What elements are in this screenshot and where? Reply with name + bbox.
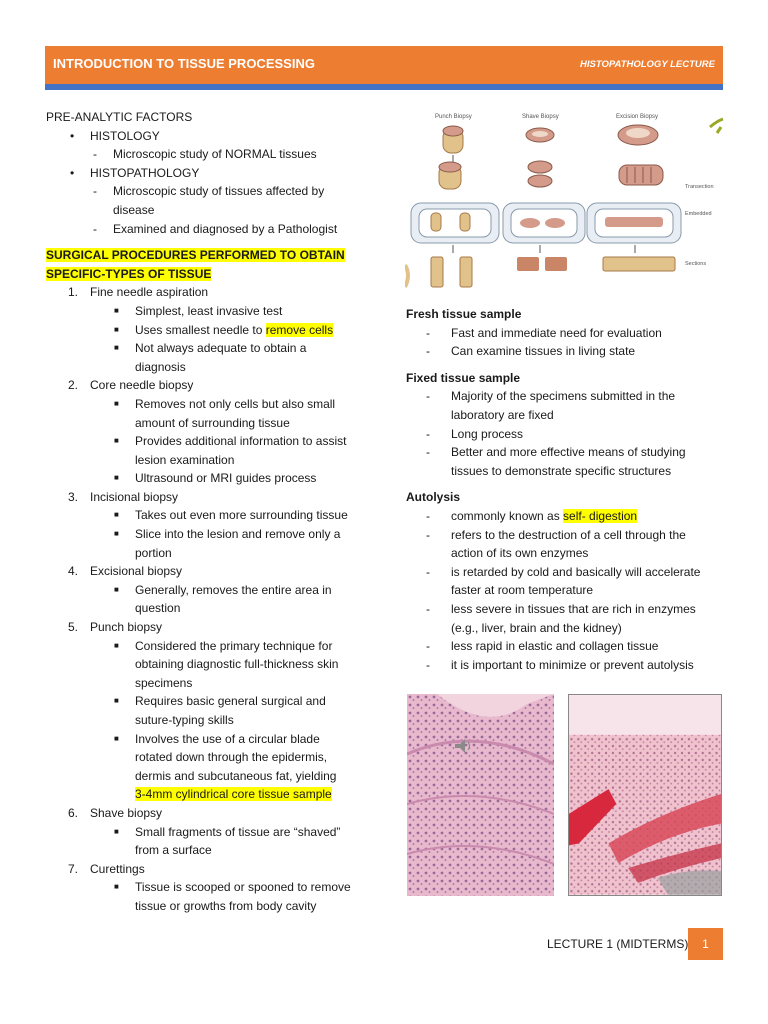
list-item: ■ Requires basic general surgical and xyxy=(114,694,326,709)
list-item-cont: action of its own enzymes xyxy=(451,546,589,561)
embedded-label: Embedded xyxy=(685,211,712,217)
highlight: 3-4mm cylindrical core tissue sample xyxy=(135,787,332,802)
header-rule xyxy=(45,84,723,90)
list-item: 1. Fine needle aspiration xyxy=(68,285,209,300)
list-item: ■ Uses smallest needle to remove cells xyxy=(114,322,334,337)
bullet-marker: • xyxy=(70,165,75,180)
footer-label: LECTURE 1 (MIDTERMS) xyxy=(547,937,689,951)
list-item: - it is important to minimize or prevent autolysis xyxy=(426,657,694,672)
list-item: ■ Considered the primary technique for xyxy=(114,638,333,653)
section-heading-surgical: SURGICAL PROCEDURES PERFORMED TO OBTAIN xyxy=(46,248,345,263)
biopsy-diagram xyxy=(405,105,727,293)
list-item-cont: obtaining diagnostic full-thickness skin xyxy=(135,657,339,672)
list-item: ■ Provides additional information to assist xyxy=(114,434,347,449)
list-item: ■ Removes not only cells but also small xyxy=(114,396,336,411)
list-item-cont: faster at room temperature xyxy=(451,583,594,598)
transection-label: Transection xyxy=(685,184,714,190)
list-item-cont: dermis and subcutaneous fat, yielding xyxy=(135,768,337,783)
list-item-cont: laboratory are fixed xyxy=(451,407,554,422)
list-item: 2. Core needle biopsy xyxy=(68,378,194,393)
bullet-marker: • xyxy=(70,128,75,143)
page-title: INTRODUCTION TO TISSUE PROCESSING xyxy=(53,56,315,71)
list-item: - commonly known as self- digestion xyxy=(426,508,638,523)
list-item-cont xyxy=(46,785,366,804)
list-item: - less rapid in elastic and collagen tissue xyxy=(426,639,659,654)
list-item: - is retarded by cold and basically will accelerate xyxy=(426,564,701,579)
highlight: remove cells xyxy=(265,322,334,337)
list-item: - refers to the destruction of a cell through the xyxy=(426,527,686,542)
list-item-cont: tissues to demonstrate specific structures xyxy=(451,463,672,478)
list-item: ■ Small fragments of tissue are “shaved” xyxy=(114,824,341,839)
list-item: 7. Curettings xyxy=(68,861,145,876)
list-item-cont: (e.g., liver, brain and the kidney) xyxy=(451,620,622,635)
list-item: 4. Excisional biopsy xyxy=(68,564,183,579)
list-item-cont: question xyxy=(135,601,181,616)
dash-marker: - xyxy=(93,147,97,162)
list-item: • HISTOPATHOLOGY xyxy=(46,164,366,183)
list-item: ■ Simplest, least invasive test xyxy=(114,303,283,318)
list-item-cont: portion xyxy=(135,545,172,560)
highlight: self- digestion xyxy=(563,508,638,523)
list-item-cont: specimens xyxy=(135,675,193,690)
section-heading-fixed: Fixed tissue sample xyxy=(406,370,521,385)
list-item: ■ Involves the use of a circular blade xyxy=(114,731,320,746)
histology-image-left xyxy=(407,694,554,896)
section-heading-surgical-cont: SPECIFIC-TYPES OF TISSUE xyxy=(46,266,212,281)
list-item: - Long process xyxy=(426,426,524,441)
list-item-cont: suture-typing skills xyxy=(135,713,234,727)
section-heading-autolysis: Autolysis xyxy=(406,490,461,505)
list-item-cont: disease xyxy=(113,202,155,217)
list-item: 6. Shave biopsy xyxy=(68,805,163,820)
left-column xyxy=(46,108,366,916)
dash-marker: - xyxy=(93,221,97,236)
list-item: • HISTOLOGY xyxy=(46,127,366,146)
lecture-label: HISTOPATHOLOGY LECTURE xyxy=(580,59,715,70)
list-item: - Majority of the specimens submitted in the xyxy=(426,389,676,404)
list-item: ■ Tissue is scooped or spooned to remove xyxy=(114,880,351,895)
list-item: - Can examine tissues in living state xyxy=(426,344,636,359)
list-item-cont: diagnosis xyxy=(135,359,186,374)
list-item: - Fast and immediate need for evaluation xyxy=(426,325,662,340)
list-item: - Better and more effective means of studying xyxy=(426,445,686,460)
punch-biopsy-label: Punch Biopsy xyxy=(435,114,472,120)
dash-marker: - xyxy=(93,184,97,199)
section-heading-fresh: Fresh tissue sample xyxy=(406,307,522,321)
list-item: - less severe in tissues that are rich in enzymes xyxy=(426,601,696,616)
list-item: ■ Takes out even more surrounding tissue xyxy=(114,508,348,523)
list-item-cont: lesion examination xyxy=(135,452,235,467)
list-item: ■ Generally, removes the entire area in xyxy=(114,582,332,597)
list-item: 3. Incisional biopsy xyxy=(68,489,179,504)
list-item: 5. Punch biopsy xyxy=(68,620,163,635)
shave-biopsy-label: Shave Biopsy xyxy=(522,114,559,120)
section-heading-preanalytic: PRE-ANALYTIC FACTORS xyxy=(46,110,193,124)
excision-biopsy-label: Excision Biopsy xyxy=(616,114,659,120)
page-number: 1 xyxy=(688,928,723,960)
list-item-cont: rotated down through the epidermis, xyxy=(135,750,328,765)
list-item-cont: tissue or growths from body cavity xyxy=(135,898,317,913)
right-column xyxy=(406,305,726,674)
list-item-cont: from a surface xyxy=(135,843,212,858)
list-item: ■ Slice into the lesion and remove only a xyxy=(114,527,341,542)
list-item: ■ Not always adequate to obtain a xyxy=(114,341,307,356)
list-item: - Microscopic study of NORMAL tissues xyxy=(46,145,366,164)
sections-label: Sections xyxy=(685,261,707,267)
list-item: - Examined and diagnosed by a Pathologist xyxy=(46,220,366,239)
list-item-cont: amount of surrounding tissue xyxy=(135,415,290,430)
list-item: - Microscopic study of tissues affected by xyxy=(46,182,366,201)
histology-image-right xyxy=(568,694,722,896)
list-item: ■ Ultrasound or MRI guides process xyxy=(114,471,317,486)
